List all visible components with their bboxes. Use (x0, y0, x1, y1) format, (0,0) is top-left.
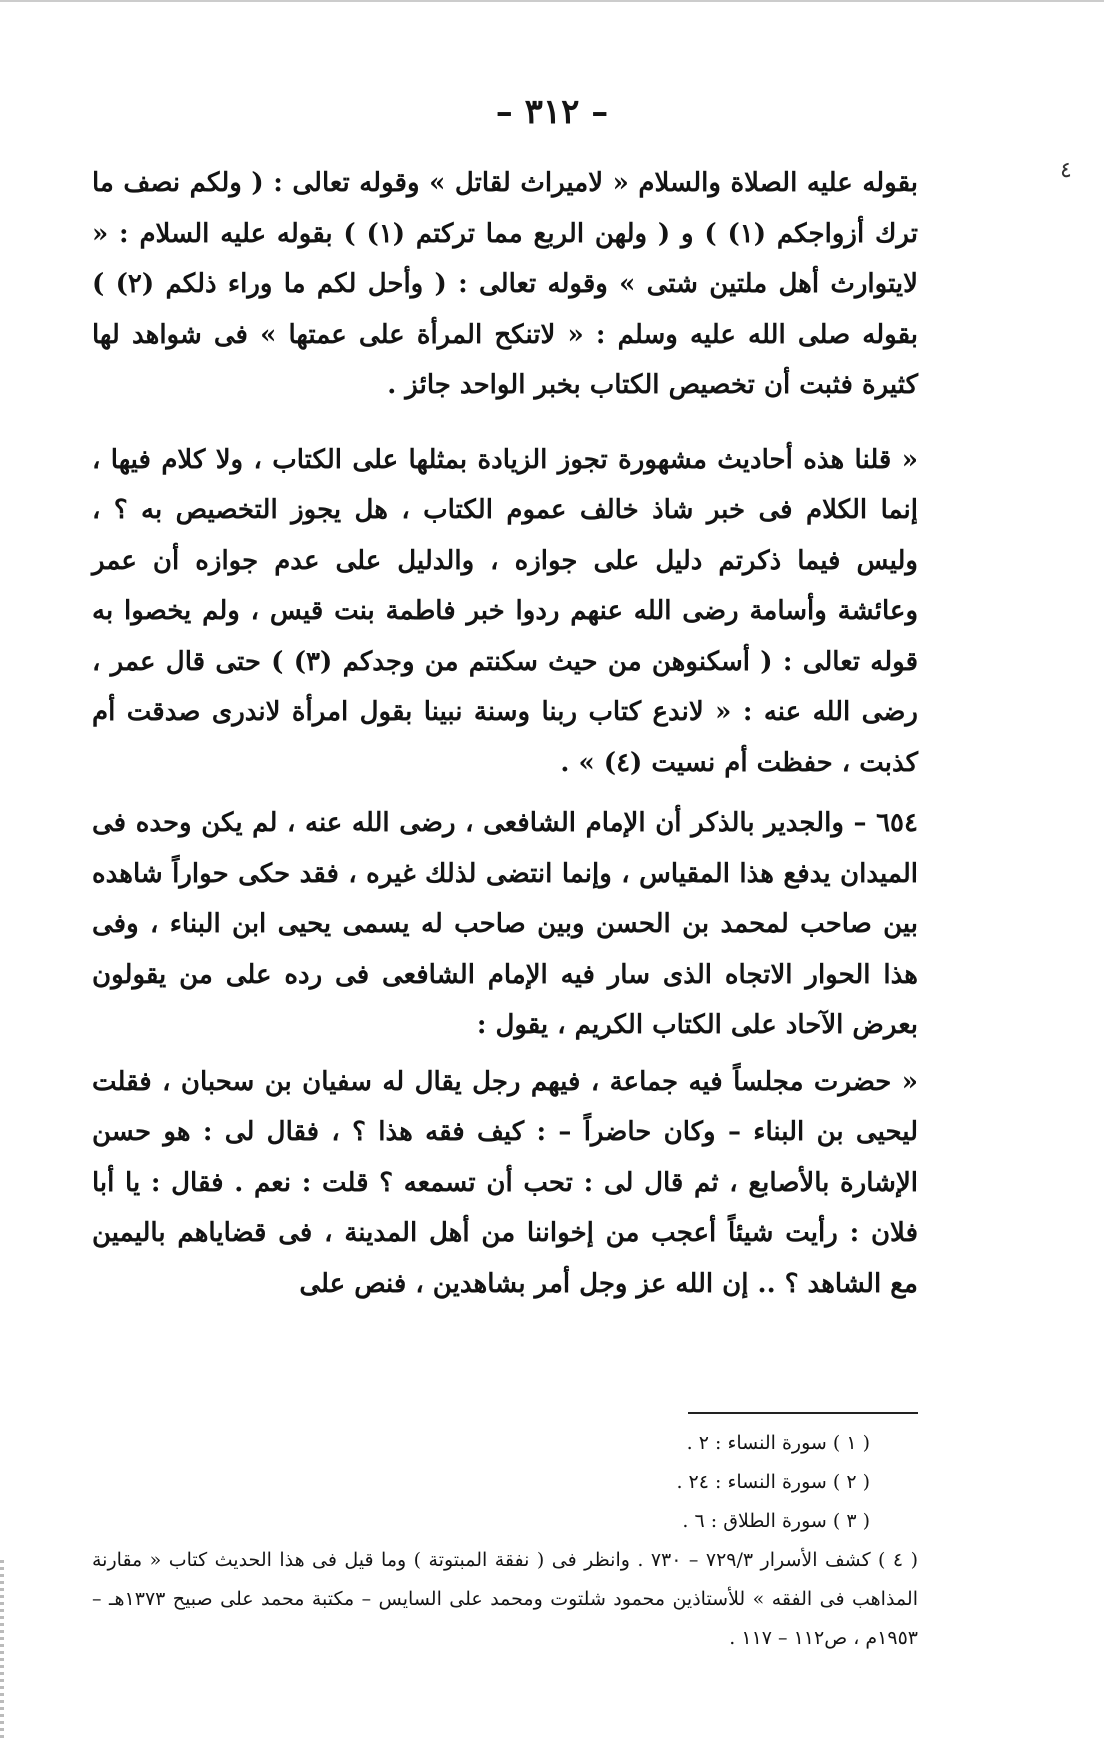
margin-mark: ٤ (1060, 158, 1072, 183)
main-text (92, 158, 918, 1309)
footnote: ( ٤ ) كشف الأسرار ٧٢٩/٣ – ٧٣٠ . وانظر فى ( نفقة المبتوتة ) وما قيل فى هذا الحديث كتاب « مقارنة المذاهب فى الفقه » للأستاذين محمود شلتوت ومحمد على السايس – مكتبة محمد على صبيح ١٣٧٣هـ – ١٩٥٣م ، ص١١٢ – ١١٧ . (92, 1549, 918, 1649)
paragraph: بقوله عليه الصلاة والسلام « لاميراث لقاتل » وقوله تعالى : ( ولكم نصف ما ترك أزواجكم (١) ) و ( ولهن الربع مما تركتم (١) ) بقوله عليه السلام : « لايتوارث أهل ملتين شتى » وقوله تعالى : ( وأحل لكم ما وراء ذلكم (٢) ) بقوله صلى الله عليه وسلم : « لاتنكح المرأة على عمتها » فى شواهد لها كثيرة فثبت أن تخصيص الكتاب بخبر الواحد جائز . (92, 168, 918, 400)
paragraph: « قلنا هذه أحاديث مشهورة تجوز الزيادة بمثلها على الكتاب ، ولا كلام فيها ، إنما الكلام فى خبر شاذ خالف عموم الكتاب ، هل يجوز التخصيص به ؟ ، وليس فيما ذكرتم دليل على جوازه ، والدليل على عدم جوازه أن عمر وعائشة وأسامة رضى الله عنهم ردوا خبر فاطمة بنت قيس ، ولم يخصوا به قوله تعالى : ( أسكنوهن من حيث سكنتم من وجدكم (٣) ) حتى قال عمر ، رضى الله عنه : « لاندع كتاب ربنا وسنة نبينا بقول امرأة لاندرى صدقت أم كذبت ، حفظت أم نسيت (٤) » . (92, 444, 918, 778)
paragraph: ٦٥٤ – والجدير بالذكر أن الإمام الشافعى ، رضى الله عنه ، لم يكن وحده فى الميدان يدفع هذا المقياس ، وإنما انتضى لذلك غيره ، فقد حكى حواراً شاهده بين صاحب لمحمد بن الحسن وبين صاحب له يسمى يحيى ابن البناء ، وفى هذا الحوار الاتجاه الذى سار فيه الإمام الشافعى فى رده على من يقولون بعرض الآحاد على الكتاب الكريم ، يقول : (92, 808, 918, 1040)
footnote-separator (688, 1412, 918, 1414)
page-number: – ٣١٢ – (495, 92, 609, 132)
footnote: ( ٣ ) سورة الطلاق : ٦ . (682, 1510, 870, 1532)
footnotes (92, 1424, 918, 1658)
scan-top-edge (0, 0, 1104, 2)
footnote: ( ٢ ) سورة النساء : ٢٤ . (676, 1471, 870, 1493)
scan-left-edge (0, 1560, 4, 1742)
footnote: ( ١ ) سورة النساء : ٢ . (686, 1432, 870, 1454)
paragraph: « حضرت مجلساً فيه جماعة ، فيهم رجل يقال له سفيان بن سحبان ، فقلت ليحيى بن البناء – وكان حاضراً – : كيف فقه هذا ؟ ، فقال لى : هو حسن الإشارة بالأصابع ، ثم قال لى : تحب أن تسمعه ؟ قلت : نعم . فقال : يا أبا فلان : رأيت شيئاً أعجب من إخواننا من أهل المدينة ، فى قضاياهم باليمين مع الشاهد ؟ .. إن الله عز وجل أمر بشاهدين ، فنص على (92, 1066, 918, 1299)
